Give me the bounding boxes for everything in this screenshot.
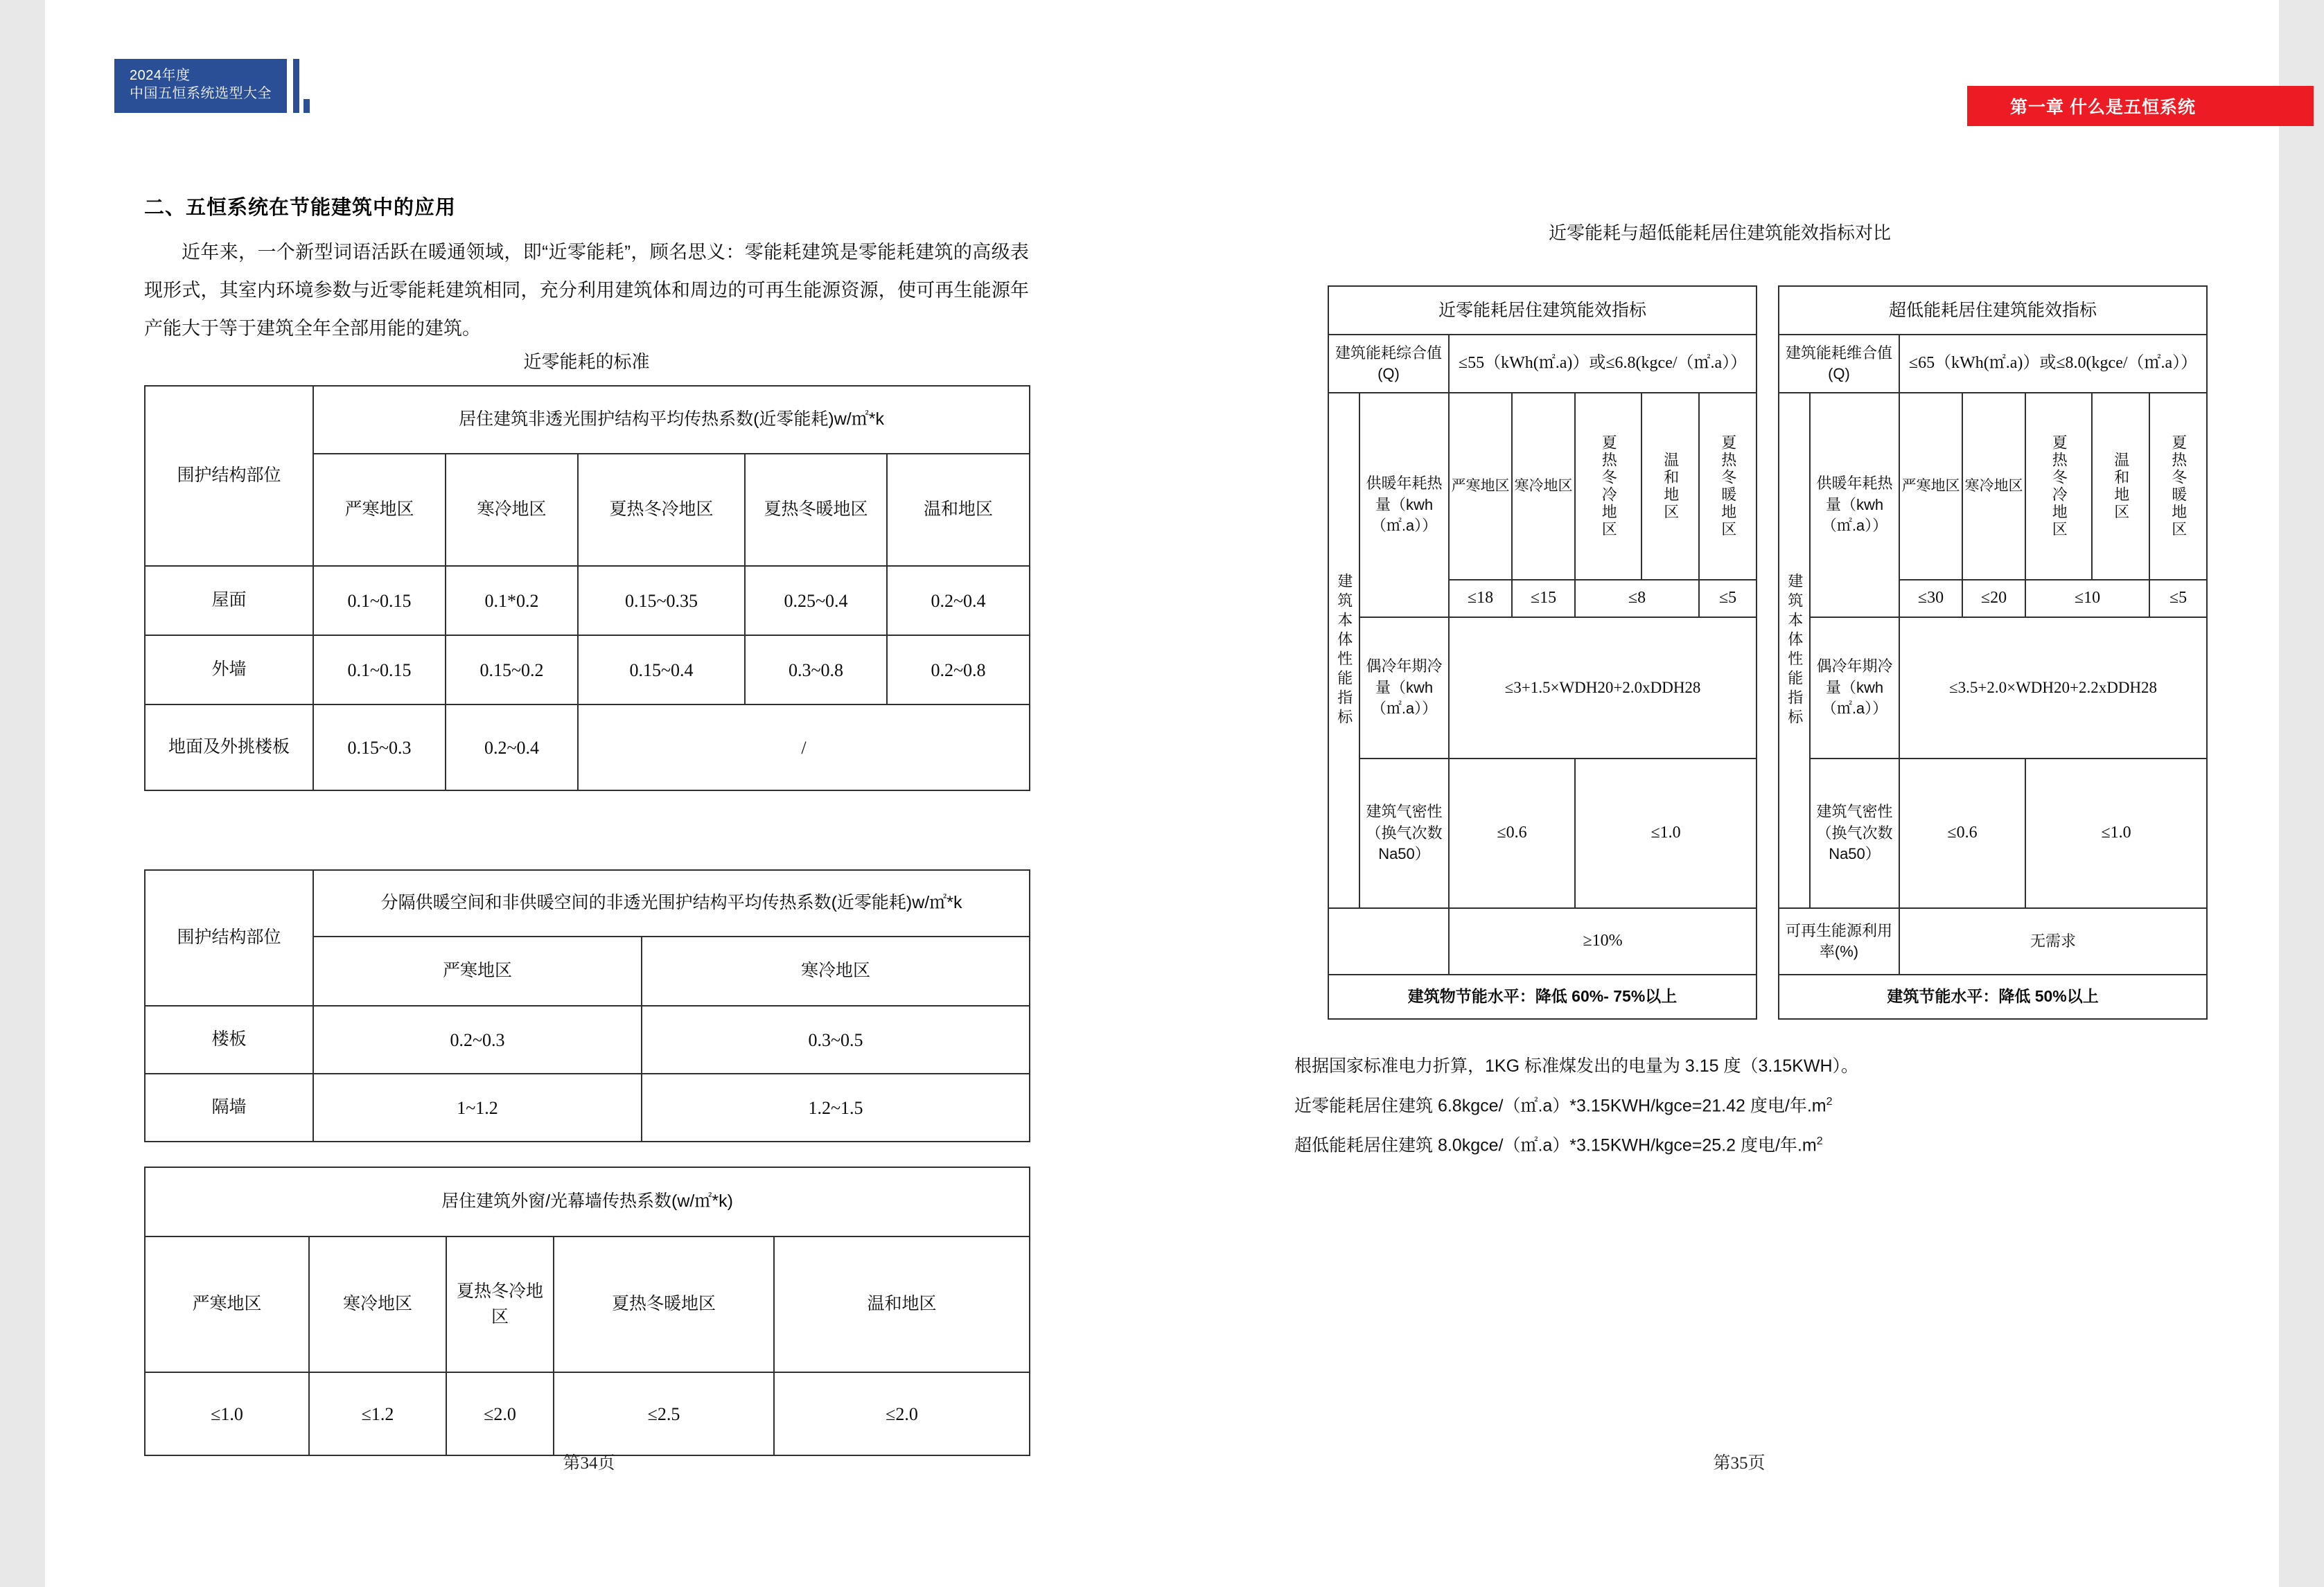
table2-row1-v0: 1~1.2: [313, 1074, 642, 1142]
conversion-note: [1294, 1048, 2126, 1164]
nzeb-heat-v0: ≤18: [1449, 580, 1512, 617]
nzeb-airtight-label: 建筑气密性（换气次数Na50）: [1359, 759, 1449, 908]
table1-zone-4: 温和地区: [887, 454, 1030, 566]
table-nzeb-opaque-envelope: [144, 385, 1030, 791]
nzeb-q-label: 建筑能耗综合值(Q): [1328, 335, 1449, 393]
table2-row0-label: 楼板: [145, 1006, 313, 1074]
table-row: [1328, 975, 1757, 1019]
nzeb-renewable-value: ≥10%: [1449, 908, 1757, 975]
table3-span-header: 居住建筑外窗/光幕墙传热系数(w/㎡*k): [145, 1167, 1030, 1236]
table1-row0-v2: 0.15~0.35: [578, 566, 745, 635]
nzeb-zone-3: 温和地区: [1641, 393, 1699, 580]
table3-zone-4: 温和地区: [774, 1236, 1030, 1372]
table1-row2-label: 地面及外挑楼板: [145, 704, 313, 790]
table1-row0-v1: 0.1*0.2: [446, 566, 578, 635]
nzeb-heat-v1: ≤15: [1512, 580, 1575, 617]
table1-row0-v0: 0.1~0.15: [313, 566, 446, 635]
table1-row1-v2: 0.15~0.4: [578, 635, 745, 704]
table3-zone-1: 寒冷地区: [309, 1236, 446, 1372]
nzeb-zone-0: 严寒地区: [1449, 393, 1512, 580]
brand-logo: [114, 59, 310, 113]
table3-v3: ≤2.5: [554, 1372, 774, 1455]
nzeb-zone-2: 夏热冬冷地区: [1575, 393, 1641, 580]
table2-row0-v0: 0.2~0.3: [313, 1006, 642, 1074]
table1-zone-0: 严寒地区: [313, 454, 446, 566]
table2-span-header: 分隔供暖空间和非供暖空间的非透光围护结构平均传热系数(近零能耗)w/㎡*k: [313, 870, 1030, 937]
table-row: [1328, 335, 1757, 393]
nzeb-cool-label: 偶冷年期冷量（kwh（㎡.a））: [1359, 617, 1449, 759]
brand-logo-bar-short: [303, 99, 310, 113]
table-row: [1328, 759, 1757, 908]
table-row: [1779, 975, 2207, 1019]
nzeb-cool-value: ≤3+1.5×WDH20+2.0xDDH28: [1449, 617, 1757, 759]
table2-zone-0: 严寒地区: [313, 937, 642, 1006]
table-row: [145, 566, 1030, 635]
table3-zone-0: 严寒地区: [145, 1236, 309, 1372]
ultralow-heat-v3: ≤5: [2149, 580, 2207, 617]
comparison-caption: 近零能耗与超低能耗居住建筑能效指标对比: [1548, 222, 1891, 243]
table3-zone-3: 夏热冬暖地区: [554, 1236, 774, 1372]
table-nzeb-performance: [1328, 285, 1757, 1020]
ultralow-cool-label: 偶冷年期冷量（kwh（㎡.a））: [1810, 617, 1899, 759]
ultralow-zone-4: 夏热冬暖地区: [2149, 393, 2207, 580]
ultralow-heat-v1: ≤20: [1962, 580, 2025, 617]
table-row: [145, 1372, 1030, 1455]
table-row: [145, 1167, 1030, 1236]
note-line-1: 根据国家标准电力折算，1KG 标准煤发出的电量为 3.15 度（3.15KWH）。: [1294, 1056, 1859, 1076]
table1-row2-v0: 0.15~0.3: [313, 704, 446, 790]
table1-row1-v1: 0.15~0.2: [446, 635, 578, 704]
table-row: [1779, 617, 2207, 759]
chapter-tag: 第一章 什么是五恒系统: [1967, 86, 2314, 126]
page-number-left: 第34页: [563, 1454, 615, 1473]
ultralow-zone-2: 夏热冬冷地区: [2025, 393, 2092, 580]
body-paragraph: 近年来，一个新型词语活跃在暖通领域，即“近零能耗”，顾名思义：零能耗建筑是零能耗建筑的高级表现形式，其室内环境参数与近零能耗建筑相同，充分利用建筑体和周边的可再生能源资源，使可再生能源年产能大于等于建筑全年全部用能的建筑。: [144, 242, 1029, 339]
brand-logo-bar-tall: [293, 59, 299, 113]
ultralow-zone-0: 严寒地区: [1899, 393, 1962, 580]
table-row: [1779, 759, 2207, 908]
nzeb-footer: 建筑物节能水平：降低 60%- 75%以上: [1328, 975, 1757, 1019]
page-title: 二、五恒系统在节能建筑中的应用: [144, 197, 457, 219]
note-line-3: [1294, 1124, 2126, 1163]
nzeb-zone-4: 夏热冬暖地区: [1699, 393, 1757, 580]
table1-row0-v3: 0.25~0.4: [745, 566, 887, 635]
nzeb-q-value: ≤55（kWh(㎡.a)）或≤6.8(kgce/（㎡.a））: [1449, 335, 1757, 393]
table-row: [1779, 393, 2207, 580]
nzeb-body-label: 建筑本体性能指标: [1328, 393, 1359, 908]
nzeb-zone-1: 寒冷地区: [1512, 393, 1575, 580]
brand-logo-title: 中国五恒系统选型大全: [130, 86, 272, 102]
table-row: [1328, 908, 1757, 975]
note-line-2-sup: 2: [1826, 1096, 1833, 1108]
brand-logo-box: [114, 59, 287, 113]
table3-v1: ≤1.2: [309, 1372, 446, 1455]
table3-v4: ≤2.0: [774, 1372, 1030, 1455]
note-line-3-sup: 2: [1816, 1135, 1823, 1148]
table2-zone-1: 寒冷地区: [642, 937, 1030, 1006]
table1-row-header-label: 围护结构部位: [145, 386, 313, 566]
table-nzeb-partition-envelope: [144, 869, 1030, 1142]
table2-row1-v1: 1.2~1.5: [642, 1074, 1030, 1142]
nzeb-airtight-v0: ≤0.6: [1449, 759, 1575, 908]
ultralow-heat-label: 供暖年耗热量（kwh（㎡.a））: [1810, 393, 1899, 617]
table-row: [145, 1074, 1030, 1142]
table1-row0-v4: 0.2~0.4: [887, 566, 1030, 635]
table-row: [145, 386, 1030, 454]
ultralow-renewable-label: 可再生能源利用率(%): [1779, 908, 1899, 975]
table-row: [1328, 393, 1757, 580]
ultralow-q-label: 建筑能耗维合值(Q): [1779, 335, 1899, 393]
table-row: [1328, 286, 1757, 335]
table2-row-header-label: 围护结构部位: [145, 870, 313, 1006]
table1-zone-2: 夏热冬冷地区: [578, 454, 745, 566]
table-row: [145, 870, 1030, 937]
table-row: [1779, 335, 2207, 393]
table-row: [145, 1236, 1030, 1372]
table1-caption: 近零能耗的标准: [523, 351, 650, 372]
table3-v2: ≤2.0: [446, 1372, 554, 1455]
table1-row1-label: 外墙: [145, 635, 313, 704]
ultralow-airtight-label: 建筑气密性（换气次数Na50）: [1810, 759, 1899, 908]
table3-zone-2: 夏热冬冷地区: [446, 1236, 554, 1372]
table1-row2-v1: 0.2~0.4: [446, 704, 578, 790]
table1-row1-v3: 0.3~0.8: [745, 635, 887, 704]
table1-row0-label: 屋面: [145, 566, 313, 635]
page-number-right: 第35页: [1713, 1454, 1766, 1473]
ultralow-footer: 建筑节能水平：降低 50%以上: [1779, 975, 2207, 1019]
table2-row1-label: 隔墙: [145, 1074, 313, 1142]
ultralow-body-label: 建筑本体性能指标: [1779, 393, 1810, 908]
table1-span-header: 居住建筑非透光围护结构平均传热系数(近零能耗)w/㎡*k: [313, 386, 1030, 454]
table-row: [1779, 908, 2207, 975]
note-line-2: [1294, 1084, 2126, 1124]
table1-zone-1: 寒冷地区: [446, 454, 578, 566]
table-row: [145, 635, 1030, 704]
table-row: [145, 704, 1030, 790]
ultralow-table-title: 超低能耗居住建筑能效指标: [1779, 286, 2207, 335]
table-row: [145, 1006, 1030, 1074]
note-line-2-text: 近零能耗居住建筑 6.8kgce/（㎡.a）*3.15KWH/kgce=21.42 度电/年.m: [1294, 1096, 1826, 1116]
nzeb-heat-v3: ≤5: [1699, 580, 1757, 617]
table1-row1-v4: 0.2~0.8: [887, 635, 1030, 704]
table-row: [1779, 286, 2207, 335]
note-line-3-text: 超低能耗居住建筑 8.0kgce/（㎡.a）*3.15KWH/kgce=25.2 度电/年.m: [1294, 1135, 1817, 1155]
table1-row1-v0: 0.1~0.15: [313, 635, 446, 704]
brand-logo-year: 2024年度: [130, 68, 191, 83]
ultralow-renewable-value: 无需求: [1899, 908, 2207, 975]
table-ultralow-performance: [1778, 285, 2208, 1020]
ultralow-airtight-v0: ≤0.6: [1899, 759, 2025, 908]
ultralow-cool-value: ≤3.5+2.0×WDH20+2.2xDDH28: [1899, 617, 2207, 759]
table3-v0: ≤1.0: [145, 1372, 309, 1455]
ultralow-airtight-v1: ≤1.0: [2025, 759, 2207, 908]
nzeb-airtight-v1: ≤1.0: [1575, 759, 1757, 908]
ultralow-zone-1: 寒冷地区: [1962, 393, 2025, 580]
nzeb-heat-v2: ≤8: [1575, 580, 1699, 617]
ultralow-heat-v2: ≤10: [2025, 580, 2149, 617]
nzeb-heat-label: 供暖年耗热量（kwh（㎡.a））: [1359, 393, 1449, 617]
table1-row2-v2: /: [578, 704, 1030, 790]
table2-row0-v1: 0.3~0.5: [642, 1006, 1030, 1074]
ultralow-heat-v0: ≤30: [1899, 580, 1962, 617]
table-nzeb-window-curtainwall: [144, 1167, 1030, 1456]
nzeb-table-title: 近零能耗居住建筑能效指标: [1328, 286, 1757, 335]
table1-zone-3: 夏热冬暖地区: [745, 454, 887, 566]
table-row: [1328, 617, 1757, 759]
ultralow-zone-3: 温和地区: [2092, 393, 2149, 580]
ultralow-q-value: ≤65（kWh(㎡.a)）或≤8.0(kgce/（㎡.a））: [1899, 335, 2207, 393]
nzeb-renewable-label: [1328, 908, 1449, 975]
